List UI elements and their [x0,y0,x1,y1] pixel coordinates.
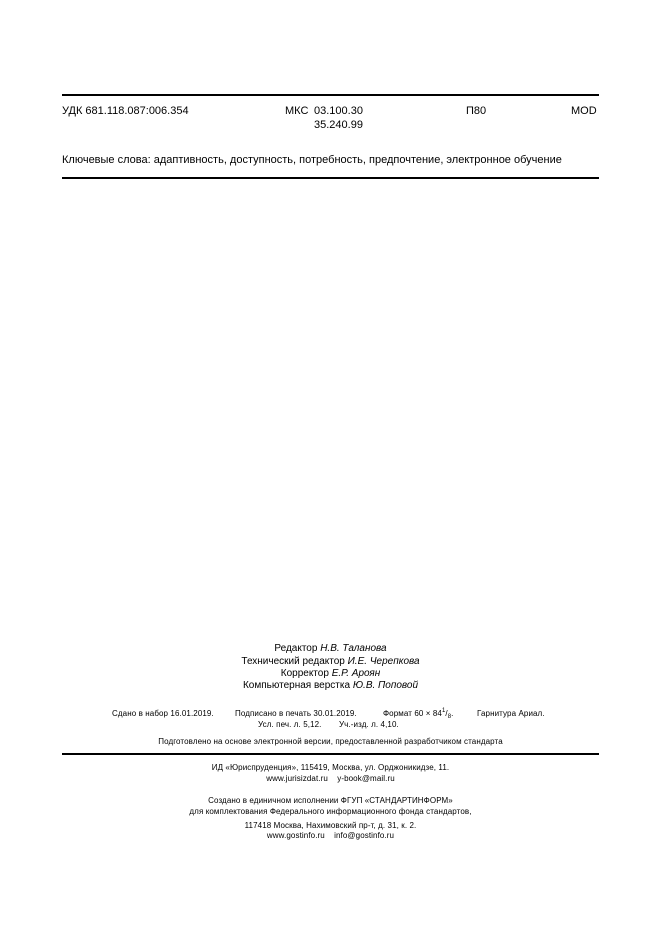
pub-sheets: Уч.-изд. л. 4,10. [339,720,399,729]
bottom-rule [62,753,599,755]
mks-code-1: 03.100.30 [314,105,363,117]
standartinform-contacts: www.gostinfo.ru info@gostinfo.ru [266,831,395,840]
mks-code-2: 35.240.99 [314,119,363,131]
publisher-address: ИД «Юриспруденция», 115419, Москва, ул. Орджоникидзе, 11. [211,763,450,772]
corrector-name: Е.Р. Ароян [331,668,381,679]
standartinform-line-1: Создано в единичном исполнении ФГУП «СТАНДАРТИНФОРМ» [208,796,453,805]
standartinform-line-2: для комплектования Федерального информационного фонда стандартов, [189,807,472,816]
mod-label: MOD [571,105,597,117]
keywords: Ключевые слова: адаптивность, доступность, потребность, предпочтение, электронное обучение [62,154,562,166]
mks-label: МКС [285,105,309,117]
credit-corrector [0,668,661,680]
classification-code: П80 [466,105,487,117]
prepared-note: Подготовлено на основе электронной версии, предоставленной разработчиком стандарта [158,737,503,746]
print-typeface: Гарнитура Ариал. [477,709,545,718]
credit-editor [0,643,661,655]
editor-name: Н.В. Таланова [320,643,387,654]
format-sup: 1 [441,708,446,714]
credit-tech-editor [0,656,661,668]
print-submitted: Сдано в набор 16.01.2019. [112,709,214,718]
tech-editor-name: И.Е. Черепкова [347,656,420,667]
print-sheets: Усл. печ. л. 5,12. [258,720,322,729]
udk-code: УДК 681.118.087:006.354 [62,105,189,117]
editor-label: Редактор [274,643,318,654]
layout-name: Ю.В. Поповой [352,680,419,691]
print-format: Формат $60 \times 84^1/_8$. [383,708,454,720]
format-suffix: . [451,709,454,718]
keywords-rule [62,177,599,179]
publisher-contacts: www.jurisizdat.ru y-book@mail.ru [266,774,395,783]
standartinform-address: 117418 Москва, Нахимовский пр-т, д. 31, к. 2. [244,821,417,830]
corrector-label: Корректор [280,668,329,679]
print-signed: Подписано в печать 30.01.2019. [235,709,357,718]
layout-label: Компьютерная верстка [242,680,351,691]
credit-layout [0,680,661,692]
tech-editor-label: Технический редактор [241,656,345,667]
top-rule [62,94,599,96]
format-sub: 8 [447,714,452,720]
format-prefix: Формат 60 × 84 [383,709,442,718]
